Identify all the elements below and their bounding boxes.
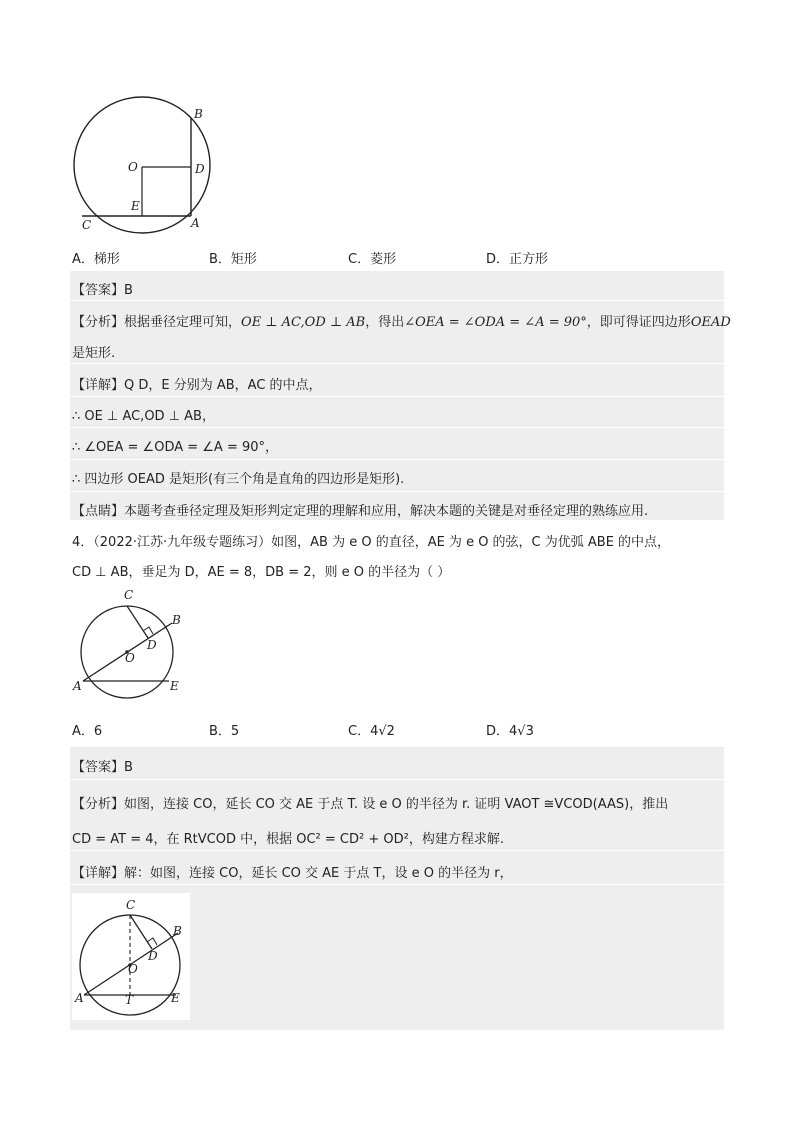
divider [70, 850, 724, 851]
q3-detail-line1 [72, 374, 322, 393]
detail-text: 解：如图，连接 CO，延长 CO 交 AE 于点 T，设 e O 的半径为 r， [124, 866, 513, 881]
analysis-math: OEAD [690, 315, 731, 330]
analysis-text: 如图，连接 CO，延长 CO 交 AE 于点 T. 设 e O 的半径为 r. 证明 VAOT ≅VCOD(AAS)，推出 [124, 797, 669, 812]
divider [70, 363, 724, 364]
q3-option-b: B．矩形 [209, 252, 257, 267]
divider [70, 779, 724, 780]
segment-cd [130, 915, 152, 949]
analysis-tag: 【分析】 [72, 797, 125, 812]
fig2-label-b: B [172, 613, 181, 627]
comment-text: 本题考查垂径定理及矩形判定定理的理解和应用，解决本题的关键是对垂径定理的熟练应用. [124, 504, 649, 519]
analysis-math: OE ⊥ AC,OD ⊥ AB [241, 315, 366, 330]
q3-analysis-line1 [72, 311, 731, 330]
fig2-label-e: E [170, 679, 179, 693]
detail-tag: 【详解】 [72, 378, 125, 393]
fig3-label-e: E [171, 991, 180, 1005]
q4-option-a: A．6 [72, 724, 103, 739]
fig3-label-o: O [128, 962, 138, 976]
fig3-label-t: T [125, 993, 134, 1007]
q4-detail-line1 [72, 862, 513, 881]
divider [70, 491, 724, 492]
q3-answer: 【答案】B [72, 283, 133, 298]
fig1-label-b: B [194, 107, 203, 121]
fig2-label-o: O [125, 651, 135, 665]
q4-option-d: D．4√3 [486, 724, 534, 739]
fig2-label-a: A [73, 679, 82, 693]
fig3-label-d: D [148, 949, 158, 963]
divider [70, 459, 724, 460]
analysis-text: ，得出 [365, 315, 405, 330]
q4-analysis-line1 [72, 793, 668, 812]
analysis-text: 根据垂径定理可知， [124, 315, 242, 330]
analysis-math: ∠OEA = ∠ODA = ∠A = 90° [404, 315, 587, 330]
fig1-label-d: D [195, 162, 205, 176]
detail-tag: 【详解】 [72, 866, 125, 881]
q3-option-a: A．梯形 [72, 252, 120, 267]
q4-analysis-line2: CD = AT = 4，在 RtVCOD 中，根据 OC² = CD² + OD²，构建方程求解. [72, 832, 504, 847]
q3-option-d: D．正方形 [486, 252, 549, 267]
fig1-label-a: A [191, 216, 200, 230]
analysis-tag: 【分析】 [72, 315, 125, 330]
q3-analysis-line2: 是矩形. [72, 346, 116, 361]
q4-stem-line1: 4．（2022·江苏·九年级专题练习）如图，AB 为 e O 的直径，AE 为 e O 的弦，C 为优弧 ABE 的中点， [72, 535, 671, 550]
q4-option-b: B．5 [209, 724, 240, 739]
fig1-label-e: E [131, 199, 140, 213]
q3-option-c: C．菱形 [348, 252, 397, 267]
q3-detail-line2: ∴ OE ⊥ AC,OD ⊥ AB， [72, 409, 215, 424]
divider [70, 427, 724, 428]
divider [70, 300, 724, 301]
q3-detail-line4: ∴ 四边形 OEAD 是矩形(有三个角是直角的四边形是矩形). [72, 472, 405, 487]
fig1-label-o: O [128, 160, 138, 174]
fig2-label-d: D [147, 638, 157, 652]
fig1-label-c: C [82, 218, 92, 232]
detail-text: Q D，E 分别为 AB，AC 的中点， [124, 378, 322, 393]
q3-detail-line3: ∴ ∠OEA = ∠ODA = ∠A = 90°， [72, 440, 279, 455]
analysis-text: ，即可得证四边形 [586, 315, 691, 330]
divider [70, 884, 724, 885]
q3-comment [72, 500, 648, 519]
fig3-label-a: A [75, 991, 84, 1005]
fig2-label-c: C [124, 588, 134, 602]
divider [70, 396, 724, 397]
comment-tag: 【点睛】 [72, 504, 125, 519]
segment-cd [127, 606, 148, 638]
q4-answer: 【答案】B [72, 760, 133, 775]
fig3-label-c: C [126, 898, 136, 912]
q4-option-c: C．4√2 [348, 724, 395, 739]
q4-stem-line2: CD ⊥ AB，垂足为 D，AE = 8，DB = 2，则 e O 的半径为（ ） [72, 565, 451, 580]
fig3-label-b: B [173, 924, 182, 938]
